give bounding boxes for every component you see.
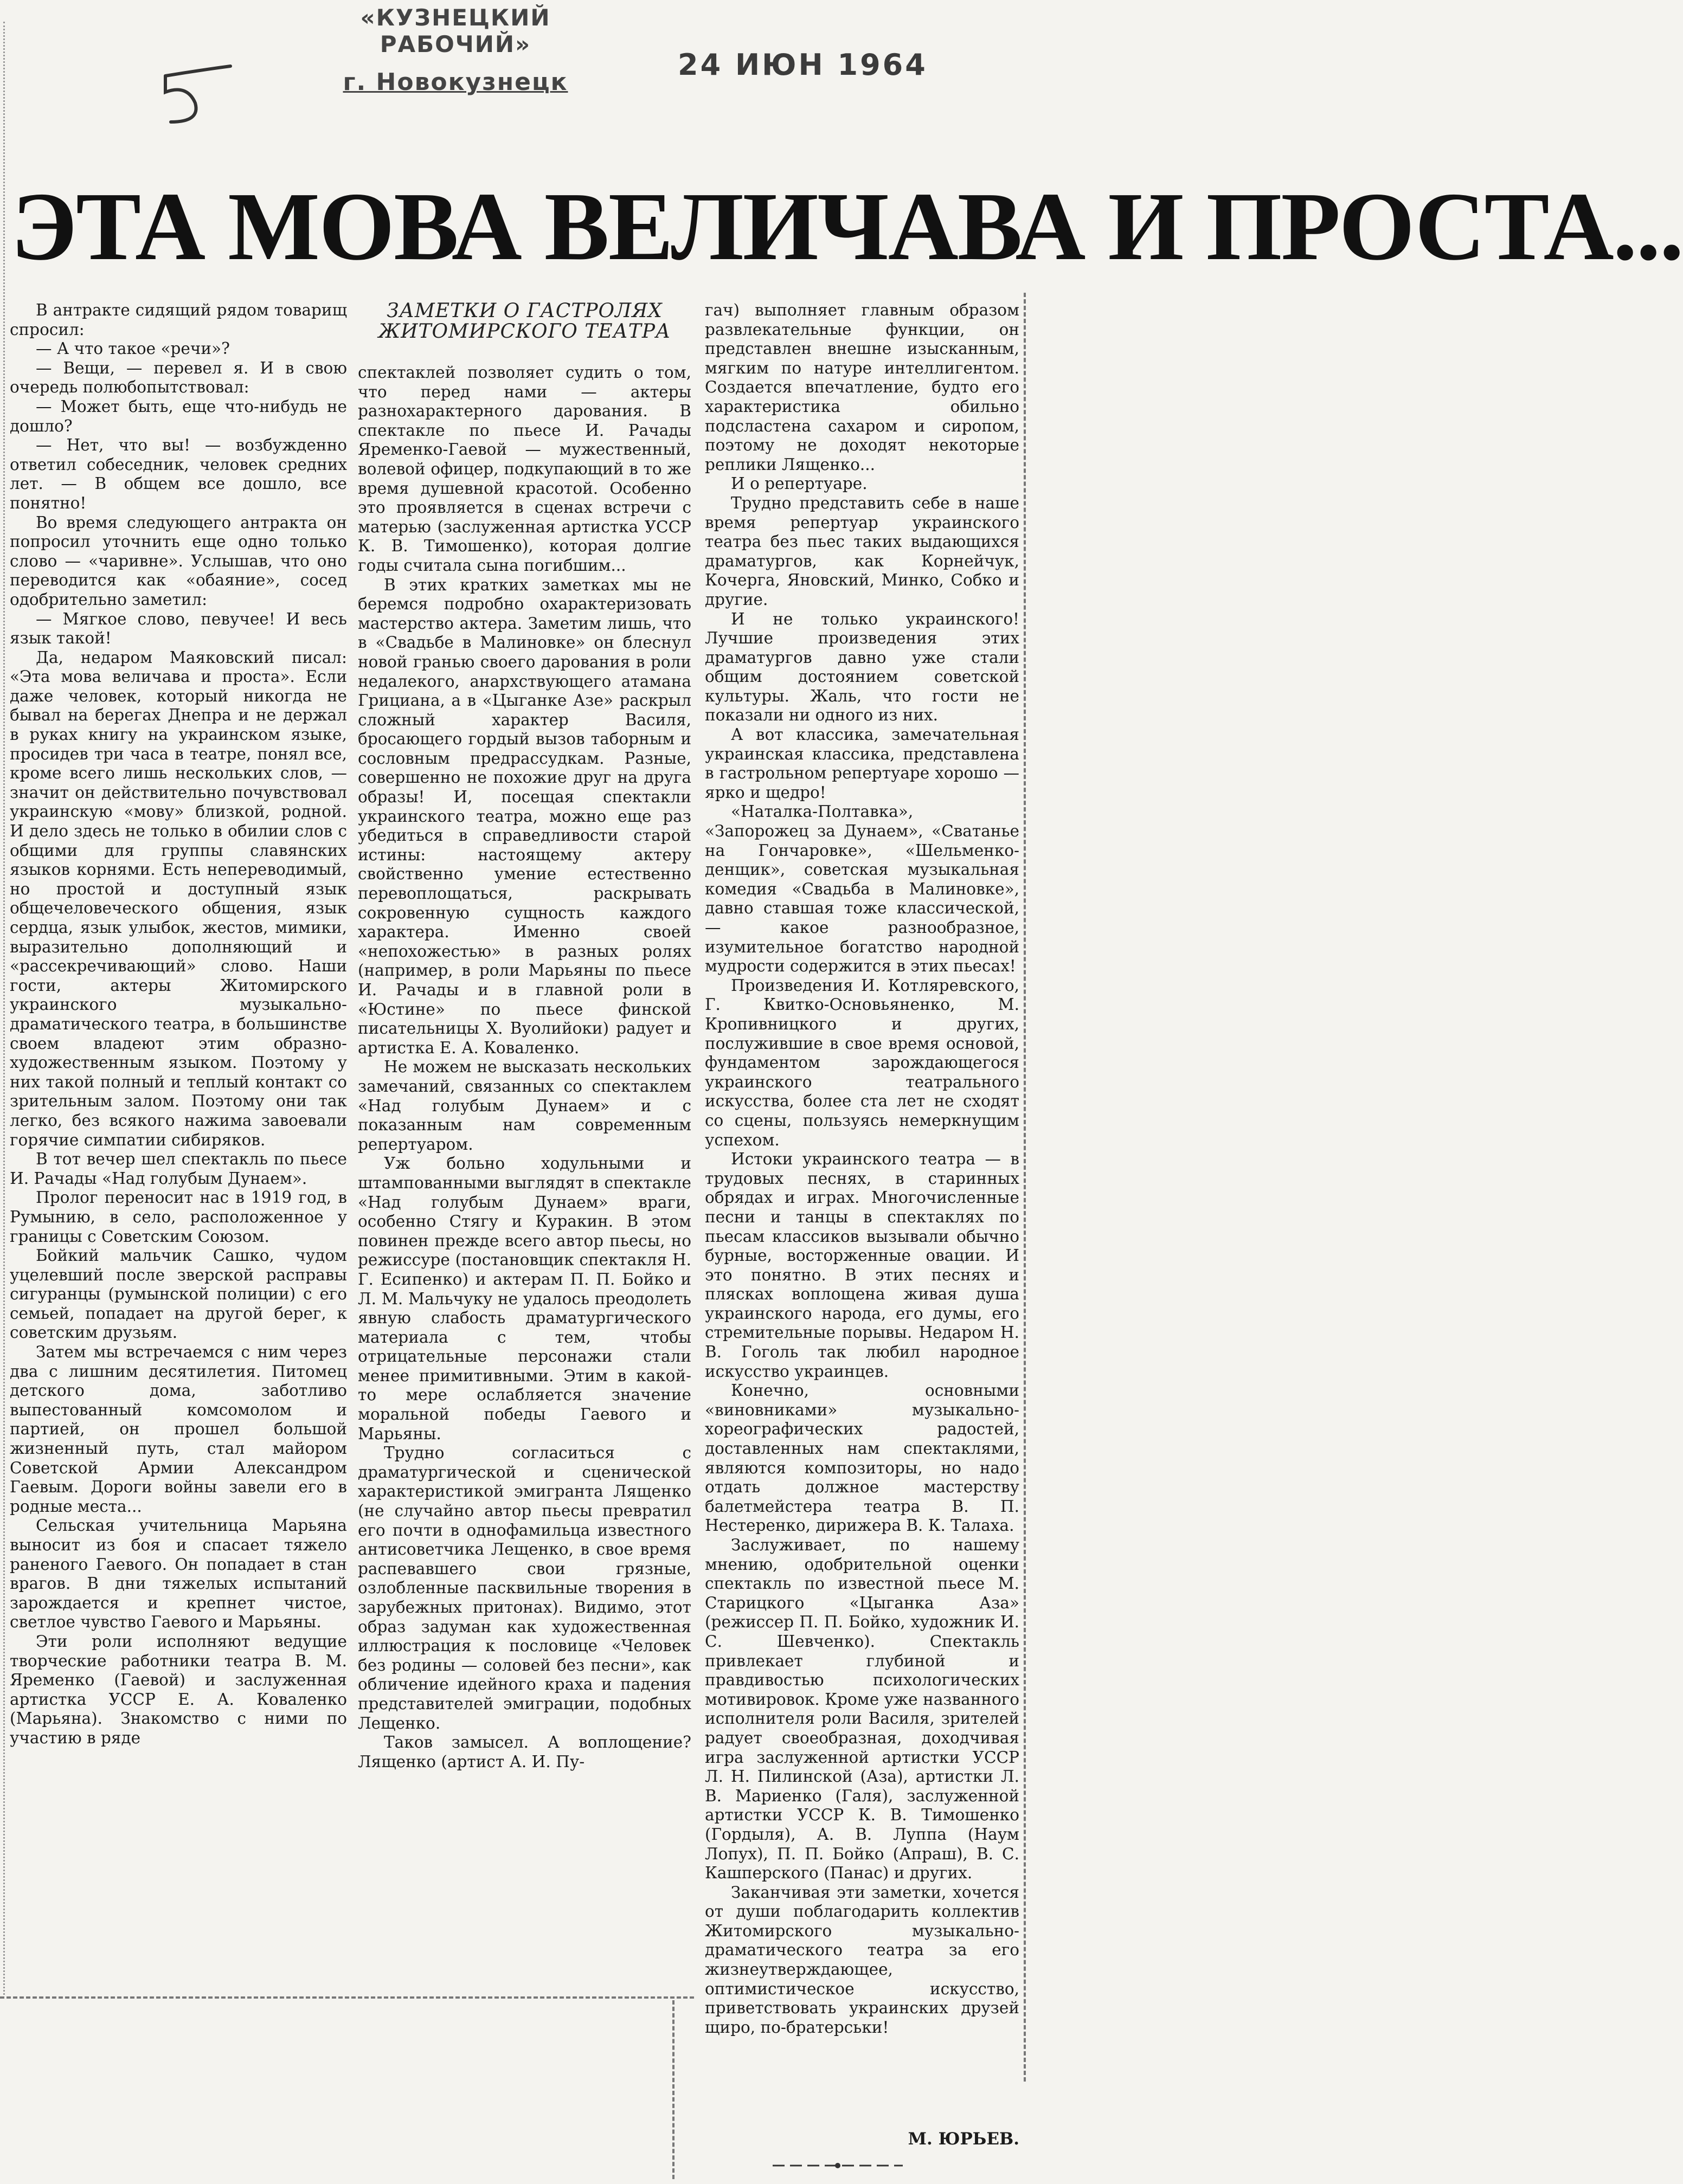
paragraph: И о репертуаре. — [731, 474, 868, 493]
paragraph: Трудно представить себе в наше время репертуар украинского театра без пьес таких выдающихся драматургов, как Корнейчук, Кочерга, Яновский, Минко, Собко и другие. — [705, 493, 1019, 609]
paragraph: Таков замысел. А воплощение? Лященко (артист А. И. Пу- — [358, 1733, 691, 1771]
article-column-1 — [10, 301, 347, 1989]
paragraph: — Может быть, еще что-нибудь не дошло? — [10, 397, 347, 435]
clipping-edge-right — [1024, 293, 1031, 2082]
paragraph: Истоки украинского театра — в трудовых песнях, в старинных обрядах и играх. Многочисленные песни и танцы в спектаклях по пьесам классиков вызывали обычно бурные, восторженные овации. И это понятно. В этих песнях и плясках воплощена живая душа украинского народа, его думы, его стремительные порывы. Недаром Н. В. Гоголь так любил народное искусство украинцев. — [705, 1150, 1019, 1381]
paragraph: «Наталка-Полтавка», «Запорожец за Дунаем», «Сватанье на Гончаровке», «Шельменко-денщик», советская музыкальная комедия «Свадьба в Малиновке», давно ставшая тоже классической, — какое разнообразное, изумительное богатство народной мудрости содержится в этих пьесах! — [705, 802, 1019, 976]
paragraph: гач) выполняет главным образом развлекательные функции, он представлен внешне изысканным, мягким по натуре интеллигентом. Создается впечатление, будто его характеристика обильно подсластена сахаром и сиропом, поэтому не доходят некоторые реплики Лященко... — [705, 301, 1019, 474]
paragraph: Заслуживает, по нашему мнению, одобрительной оценки спектакль по известной пьесе М. Старицкого «Цыганка Аза» (режиссер П. П. Бойко, художник И. С. Шевченко). Спектакль привлекает глубиной и правдивостью психологических мотивировок. Кроме уже названного исполнителя роли Василя, зрителей радует своеобразная, доходчивая игра заслуженной артистки УССР Л. Н. Пилинской (Аза), артистки Л. В. Мариенко (Галя), заслуженной артистки УССР К. В. Тимошенко (Гордыля), А. В. Луппа (Наум Лопух), П. П. Бойко (Апраш), В. С. Кашперского (Панас) и других. — [705, 1536, 1019, 1883]
paragraph: А вот классика, замечательная украинская классика, представлена в гастрольном репертуаре хорошо — ярко и щедро! — [705, 725, 1019, 802]
paragraph: Да, недаром Маяковский писал: «Эта мова величава и проста». Если даже человек, который никогда не бывал на берегах Днепра и не держал в руках книгу на украинском языке, просидев три часа в театре, понял все, кроме всего лишь нескольких слов, — значит он действительно почувствовал украинскую «мову» близкой, родной. И дело здесь не только в обилии слов с общими для группы славянских языков корнями. Есть непереводимый, но простой и доступный язык общечеловеческого общения, язык сердца, язык улыбок, жестов, мимики, выразительно дополняющий и «рассекречивающий» слово. Наши гости, актеры Житомирского украинского музыкально-драматического театра, в большинстве своем владеют этим образно-художественным языком. Поэтому у них такой полный и теплый контакт со зрительным залом. Поэтому они так легко, без всякого нажима завоевали горячие симпатии сибиряков. — [10, 648, 347, 1149]
paragraph: — А что такое «речи»? — [36, 339, 230, 358]
paragraph: Конечно, основными «виновниками» музыкально-хореографических радостей, доставленных нам спектаклями, являются композиторы, но надо отдать должное мастерству балетмейстера театра В. П. Нестеренко, дирижера В. К. Талаха. — [705, 1381, 1019, 1535]
stamp-city: г. Новокузнецк — [343, 68, 568, 96]
paragraph: — Вещи, — перевел я. И в свою очередь полюбопытствовал: — [10, 358, 347, 397]
clipping-edge-left — [3, 22, 5, 1995]
paragraph: Уж больно ходульными и штампованными выглядят в спектакле «Над голубым Дунаем» враги, особенно Стягу и Куракин. В этом повинен прежде всего автор пьесы, но режиссуре (постановщик спектакля Н. Г. Есипенко) и актерам П. П. Бойко и Л. М. Мальчуку не удалось преодолеть явную слабость драматургического материала с тем, чтобы отрицательные персонажи стали менее примитивными. Этим в какой-то мере ослабляется значение моральной победы Гаевого и Марьяны. — [358, 1154, 691, 1443]
paragraph: Пролог переносит нас в 1919 год, в Румынию, в село, расположенное у границы с Советским Союзом. — [10, 1188, 347, 1246]
article-column-2 — [358, 363, 691, 1984]
newspaper-stamp — [304, 4, 607, 96]
paragraph: Бойкий мальчик Сашко, чудом уцелевший после зверской расправы сигуранцы (румынской полиции) с его семьей, попадает на другой берег, к советским друзьям. — [10, 1246, 347, 1342]
paragraph: Трудно согласиться с драматургической и сценической характеристикой эмигранта Лященко (не случайно автор пьесы превратил его почти в однофамильца известного антисоветчика Лещенко, в свое время распевавшего свои грязные, озлобленные пасквильные творения в зарубежных притонах). Видимо, этот образ задуман как художественная иллюстрация к пословице «Человек без родины — соловей без песни», как обличение идейного краха и падения представителей эмиграции, подобных Лещенко. — [358, 1444, 691, 1732]
paragraph: спектаклей позволяет судить о том, что перед нами — актеры разнохарактерного дарования. В спектакле по пьесе И. Рачады Яременко-Гаевой — мужественный, волевой офицер, подкупающий в то же время душевной красотой. Особенно это проявляется в сценах встречи с матерью (заслуженная артистка УССР К. В. Тимошенко), которая долгие годы считала сына погибшим... — [358, 363, 691, 575]
paragraph: Не можем не высказать нескольких замечаний, связанных со спектаклем «Над голубым Дунаем» и с показанным нам современным репертуаром. — [358, 1058, 691, 1154]
paragraph: Во время следующего антракта он попросил уточнить еще одно только слово — «чаривне». Услышав, что оно переводится как «обаяние», сосед одобрительно заметил: — [10, 513, 347, 609]
paragraph: И не только украинского! Лучшие произведения этих драматургов давно уже стали общим достоянием советской культуры. Жаль, что гости не показали ни одного из них. — [705, 609, 1019, 725]
clipping-edge-bottom — [0, 1996, 694, 1999]
author-signature: М. ЮРЬЕВ. — [908, 2129, 1019, 2149]
paragraph: Сельская учительница Марьяна выносит из боя и спасает тяжело раненого Гаевого. Он попадает в стан врагов. В дни тяжелых испытаний зарождается и крепнет чистое, светлое чувство Гаевого и Марьяны. — [10, 1516, 347, 1632]
paragraph: — Мягкое слово, певучее! И весь язык такой! — [10, 609, 347, 648]
paragraph: — Нет, что вы! — возбужденно ответил собеседник, человек средних лет. — В общем все дошло, все понятно! — [10, 436, 347, 512]
paragraph: Затем мы встречаемся с ним через два с лишним десятилетия. Питомец детского дома, заботливо выпестованный комсомолом и партией, он прошел большой жизненный путь, стал майором Советской Армии Александром Гаевым. Дороги войны завели его в родные места... — [10, 1343, 347, 1516]
paragraph: Произведения И. Котляревского, Г. Квитко-Основьяненко, М. Кропивницкого и других, послужившие в свое время основой, фундаментом зарождающегося украинского театрального искусства, более ста лет не сходят со сцены, пользуясь немеркнущим успехом. — [705, 976, 1019, 1149]
paragraph: Заканчивая эти заметки, хочется от души поблагодарить коллектив Житомирского музыкально-драматического театра за его жизнеутверждающее, оптимистическое искусство, приветствовать украинских друзей щиро, по-братерськи! — [705, 1883, 1019, 2037]
end-ornament — [770, 2160, 905, 2171]
article-headline: ЭТА МОВА ВЕЛИЧАВА И ПРОСТА... — [11, 172, 1683, 280]
clipping-edge-notch — [672, 2000, 675, 2179]
paragraph: В этих кратких заметках мы не беремся подробно охарактеризовать мастерство актера. Заметим лишь, что в «Свадьбе в Малиновке» он блеснул новой гранью своего дарования в роли недалекого, анархствующего атамана Грициана, а в «Цыганке Азе» раскрыл сложный характер Василя, бросающего гордый вызов таборным и сословным предрассудкам. Разные, совершенно не похожие друг на друга образы! И, посещая спектакли украинского театра, можно еще раз убедиться в справедливости старой истины: настоящему актеру свойственно умение естественно перевоплощаться, раскрывать сокровенную сущность каждого характера. Именно своей «непохожестью» в разных ролях (например, в роли Марьяны по пьесе И. Рачады и в главной роли в «Юстине» по пьесе финской писательницы Х. Вуолийоки) радует и артистка Е. А. Коваленко. — [358, 575, 691, 1057]
stamp-paper-name: «КУЗНЕЦКИЙ РАБОЧИЙ» — [360, 4, 551, 57]
article-column-3 — [705, 301, 1019, 2128]
paragraph: В антракте сидящий рядом товарищ спросил: — [10, 301, 347, 339]
paragraph: В тот вечер шел спектакль по пьесе И. Рачады «Над голубым Дунаем». — [10, 1150, 347, 1188]
paragraph: Эти роли исполняют ведущие творческие работники театра В. М. Яременко (Гаевой) и заслуженная артистка УССР Е. А. Коваленко (Марьяна). Знакомство с ними по участию в ряде — [10, 1632, 347, 1747]
handwritten-number-mark — [155, 65, 236, 130]
article-subheading: ЗАМЕТКИ О ГАСТРОЛЯХ ЖИТОМИРСКОГО ТЕАТРА — [378, 300, 671, 343]
stamp-date: 24 ИЮН 1964 — [678, 48, 928, 82]
